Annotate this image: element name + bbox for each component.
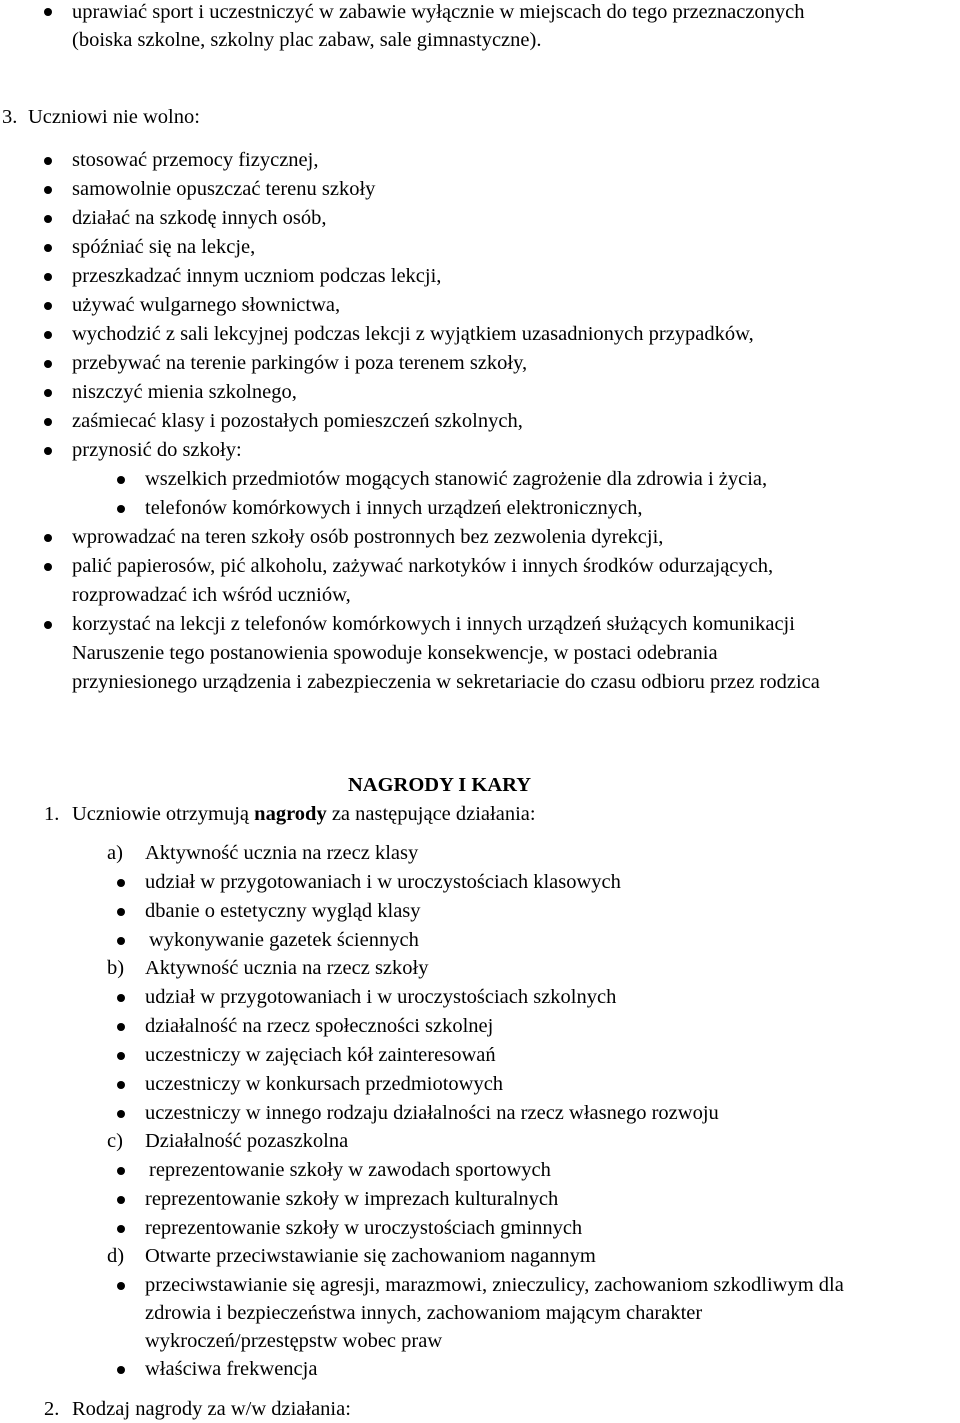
list-item: właściwa frekwencja [145,1358,318,1380]
group-letter: d) [107,1245,125,1267]
bullet-icon [117,937,125,945]
point-text-bold: nagrody [254,803,327,825]
bullet-icon [117,1196,125,1204]
section-title: Uczniowi nie wolno: [28,106,200,128]
group-letter: a) [107,842,123,864]
list-item: działalność na rzecz społeczności szkolnej [145,1015,494,1037]
list-item: palić papierosów, pić alkoholu, zażywać narkotyków i innych środków odurzających, [72,555,774,577]
bullet-icon [44,360,52,368]
bullet-icon [117,994,125,1002]
bullet-icon [44,418,52,426]
list-item: dbanie o estetyczny wygląd klasy [145,900,421,922]
group-title: Działalność pozaszkolna [145,1130,349,1152]
bullet-icon [117,1081,125,1089]
group-letter: b) [107,957,125,979]
list-item: przebywać na terenie parkingów i poza terenem szkoły, [72,352,528,374]
list-item: samowolnie opuszczać terenu szkoły [72,178,376,200]
bullet-icon [44,331,52,339]
bullet-icon [117,1366,125,1374]
bullet-icon [44,389,52,397]
bullet-icon [44,563,52,571]
list-item: reprezentowanie szkoły w zawodach sportowych [149,1159,551,1181]
list-item: udział w przygotowaniach i w uroczystościach klasowych [145,871,621,893]
bullet-icon [117,1023,125,1031]
list-item: stosować przemocy fizycznej, [72,149,319,171]
list-item: przynosić do szkoły: [72,439,242,461]
list-item: wykonywanie gazetek ściennych [149,929,419,951]
list-item: niszczyć mienia szkolnego, [72,381,297,403]
list-item: wprowadzać na teren szkoły osób postronnych bez zezwolenia dyrekcji, [72,526,664,548]
bullet-icon [44,186,52,194]
list-item: uczestniczy w konkursach przedmiotowych [145,1073,504,1095]
section-number: 3. [2,106,18,128]
bullet-icon [44,244,52,252]
bullet-icon [44,302,52,310]
bullet-icon [44,447,52,455]
list-item: uczestniczy w innego rodzaju działalności na rzecz własnego rozwoju [145,1102,719,1124]
list-item: wychodzić z sali lekcyjnej podczas lekcji z wyjątkiem uzasadnionych przypadków, [72,323,754,345]
sub-bullet-icon [117,505,125,513]
list-item: reprezentowanie szkoły w imprezach kulturalnych [145,1188,559,1210]
list-item-continuation: (boiska szkolne, szkolny plac zabaw, sale gimnastyczne). [72,29,542,51]
bullet-icon [44,273,52,281]
bullet-icon [44,621,52,629]
point-text-before: Uczniowie otrzymują [72,803,255,825]
bullet-icon [117,1052,125,1060]
bullet-icon [44,534,52,542]
list-item-continuation: rozprowadzać ich wśród uczniów, [72,584,351,606]
point-number: 2. [44,1398,60,1420]
list-item: uprawiać sport i uczestniczyć w zabawie wyłącznie w miejscach do tego przeznaczonych [72,1,805,23]
list-item: używać wulgarnego słownictwa, [72,294,341,316]
point-text-after: za następujące działania: [326,803,536,825]
list-item-continuation: wykroczeń/przestępstw wobec praw [145,1330,443,1352]
list-item: uczestniczy w zajęciach kół zainteresowań [145,1044,496,1066]
list-item: działać na szkodę innych osób, [72,207,327,229]
bullet-icon [117,1282,125,1290]
sub-list-item: telefonów komórkowych i innych urządzeń elektronicznych, [145,497,643,519]
bullet-icon [44,157,52,165]
group-title: Otwarte przeciwstawianie się zachowaniom nagannym [145,1245,596,1267]
list-item: przeszkadzać innym uczniom podczas lekcji, [72,265,442,287]
bullet-icon [44,8,52,16]
list-item: reprezentowanie szkoły w uroczystościach gminnych [145,1217,583,1239]
list-item: korzystać na lekcji z telefonów komórkowych i innych urządzeń służących komunikacji [72,613,795,635]
bullet-icon [117,1110,125,1118]
point-text: Rodzaj nagrody za w/w działania: [72,1398,351,1420]
list-item: zaśmiecać klasy i pozostałych pomieszczeń szkolnych, [72,410,523,432]
list-item: spóźniać się na lekcje, [72,236,256,258]
list-item: przeciwstawianie się agresji, marazmowi, znieczulicy, zachowaniom szkodliwym dla [145,1274,844,1296]
group-letter: c) [107,1130,123,1152]
bullet-icon [117,908,125,916]
list-item-continuation: Naruszenie tego postanowienia spowoduje konsekwencje, w postaci odebrania [72,642,718,664]
point-number: 1. [44,803,60,825]
point-text [72,804,536,825]
bullet-icon [117,1225,125,1233]
sub-bullet-icon [117,476,125,484]
bullet-icon [117,1167,125,1175]
group-title: Aktywność ucznia na rzecz klasy [145,842,419,864]
bullet-icon [117,879,125,887]
section-heading: NAGRODY I KARY [348,774,532,796]
list-item: udział w przygotowaniach i w uroczystościach szkolnych [145,986,617,1008]
list-item-continuation: zdrowia i bezpieczeństwa innych, zachowaniom mającym charakter [145,1302,703,1324]
bullet-icon [44,215,52,223]
list-item-continuation: przyniesionego urządzenia i zabezpieczenia w sekretariacie do czasu odbioru przez rodzica [72,671,820,693]
group-title: Aktywność ucznia na rzecz szkoły [145,957,429,979]
sub-list-item: wszelkich przedmiotów mogących stanowić zagrożenie dla zdrowia i życia, [145,468,768,490]
